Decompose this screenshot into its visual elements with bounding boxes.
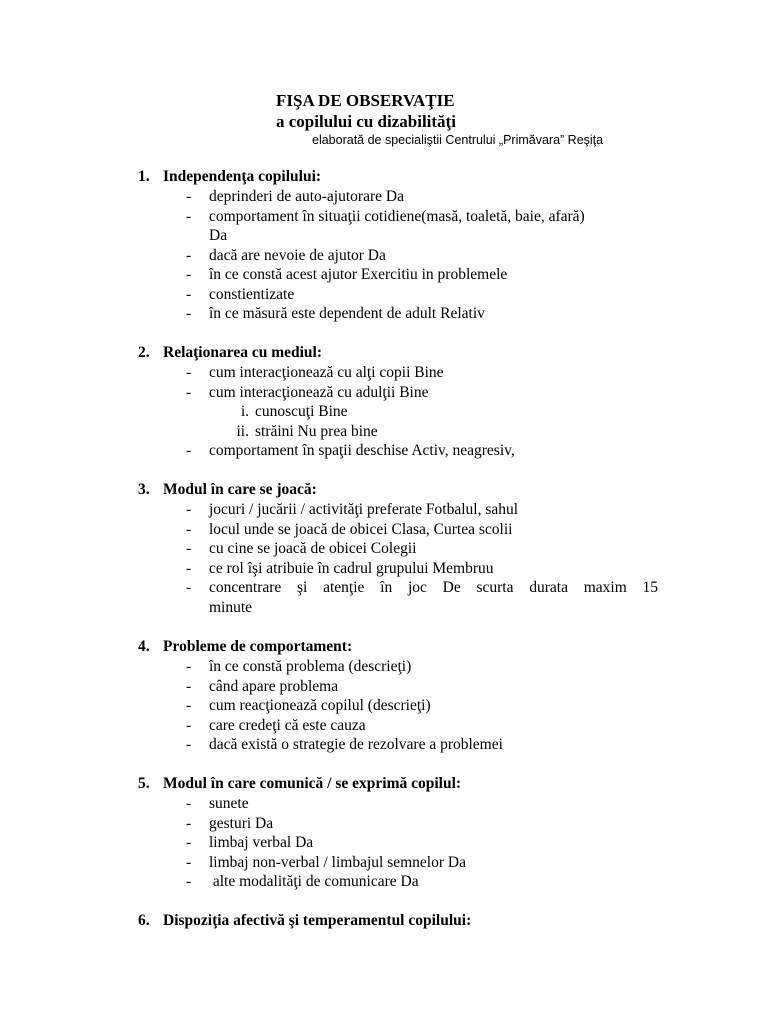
list-item-continuation <box>138 226 658 246</box>
section-title: Relaţionarea cu mediul: <box>163 344 323 361</box>
section-independence <box>138 167 658 324</box>
item-text: în ce constă problema (descrieţi) <box>209 658 412 675</box>
list-item <box>138 500 658 520</box>
roman-numeral: ii. <box>236 422 249 440</box>
item-text: ce rol îşi atribuie în cadrul grupului Membruu <box>209 559 494 577</box>
list-item <box>138 441 658 461</box>
item-text: minute <box>209 598 253 616</box>
section-title: Modul în care se joacă: <box>163 481 317 498</box>
bullet-dash: - <box>186 305 192 322</box>
roman-numeral: i. <box>240 403 249 420</box>
item-text: jocuri / jucării / activităţi preferate Fotbalul, sahul <box>209 501 519 518</box>
list-item <box>138 735 658 755</box>
bullet-dash: - <box>186 266 192 283</box>
item-text: când apare problema <box>209 677 339 695</box>
bullet-dash: - <box>186 364 192 381</box>
item-text: alte modalităţi de comunicare Da <box>209 873 419 890</box>
section-heading <box>138 637 658 657</box>
bullet-dash: - <box>186 853 192 871</box>
item-text: care credeţi că este cauza <box>209 716 366 734</box>
list-item <box>138 363 658 383</box>
section-number: 3. <box>138 481 150 498</box>
item-text: comportament în situaţii cotidiene(masă, toaletă, baie, afară) <box>209 207 585 225</box>
list-item <box>138 246 658 266</box>
list-item <box>138 657 658 677</box>
bullet-dash: - <box>186 834 192 851</box>
list-item <box>138 716 658 736</box>
section-heading <box>138 343 658 363</box>
bullet-dash: - <box>186 207 192 225</box>
section-number: 2. <box>138 344 150 361</box>
bullet-dash: - <box>186 736 192 753</box>
list-item <box>138 187 658 207</box>
section-heading <box>138 774 658 794</box>
bullet-dash: - <box>186 246 192 264</box>
section-number: 1. <box>138 168 150 185</box>
list-item-continuation <box>138 598 658 618</box>
item-text: comportament în spaţii deschise Activ, neagresiv, <box>209 442 515 459</box>
bullet-dash: - <box>186 285 192 303</box>
bullet-dash: - <box>186 873 192 890</box>
item-text: concentrare şi atenţie în joc De scurta durata maxim 15 <box>209 579 658 596</box>
item-text: limbaj verbal Da <box>209 834 314 851</box>
item-text: dacă există o strategie de rezolvare a problemei <box>209 736 503 753</box>
bullet-dash: - <box>186 697 192 714</box>
section-title: Independenţa copilului: <box>163 168 322 185</box>
bullet-dash: - <box>186 579 192 596</box>
document-title: FIŞA DE OBSERVAŢIE <box>276 91 455 110</box>
list-item <box>138 539 658 559</box>
list-item <box>138 696 658 716</box>
list-item <box>138 677 658 697</box>
item-text: sunete <box>209 795 249 812</box>
item-text: dacă are nevoie de ajutor Da <box>209 246 386 264</box>
section-communication <box>138 774 658 892</box>
section-title: Modul în care comunică / se exprimă copilul: <box>163 775 462 792</box>
section-relationships <box>138 343 658 461</box>
bullet-dash: - <box>186 814 192 832</box>
section-number: 6. <box>138 912 150 929</box>
section-play <box>138 480 658 617</box>
item-text: cu cine se joacă de obicei Colegii <box>209 540 417 557</box>
list-item <box>138 265 658 285</box>
document-subtitle: a copilului cu dizabilităţi <box>276 112 456 131</box>
list-item <box>138 814 658 834</box>
item-text: în ce constă acest ajutor Exercitiu in problemele <box>209 266 508 283</box>
bullet-dash: - <box>186 559 192 577</box>
bullet-dash: - <box>186 716 192 734</box>
bullet-dash: - <box>186 501 192 518</box>
section-temperament <box>138 911 658 931</box>
item-text: cum interacţionează cu alţi copii Bine <box>209 364 444 381</box>
bullet-dash: - <box>186 383 192 401</box>
section-number: 5. <box>138 775 150 792</box>
item-text: deprinderi de auto-ajutorare Da <box>209 188 404 205</box>
sub-list-item <box>138 422 658 442</box>
list-item <box>138 207 658 227</box>
item-text: gesturi Da <box>209 814 274 832</box>
item-text: constientizate <box>209 285 295 303</box>
list-item <box>138 520 658 540</box>
section-behavior <box>138 637 658 755</box>
sub-list-item <box>138 402 658 422</box>
section-title: Probleme de comportament: <box>163 638 353 655</box>
item-text: limbaj non-verbal / limbajul semnelor Da <box>209 853 466 871</box>
bullet-dash: - <box>186 188 192 205</box>
item-text: Da <box>209 227 228 244</box>
list-item <box>138 853 658 873</box>
list-item <box>138 559 658 579</box>
item-text: în ce măsură este dependent de adult Relativ <box>209 305 485 322</box>
item-text: cum reacţionează copilul (descrieţi) <box>209 697 431 714</box>
list-item <box>138 285 658 305</box>
list-item <box>138 578 658 598</box>
sub-item-text: cunoscuţi Bine <box>255 403 348 420</box>
list-item <box>138 383 658 403</box>
bullet-dash: - <box>186 795 192 812</box>
section-heading <box>138 480 658 500</box>
bullet-dash: - <box>186 540 192 557</box>
sub-item-text: străini Nu prea bine <box>255 422 378 440</box>
section-number: 4. <box>138 638 150 655</box>
bullet-dash: - <box>186 677 192 695</box>
bullet-dash: - <box>186 658 192 675</box>
item-text: locul unde se joacă de obicei Clasa, Curtea scolii <box>209 520 513 538</box>
list-item <box>138 833 658 853</box>
list-item <box>138 794 658 814</box>
bullet-dash: - <box>186 520 192 538</box>
item-text: cum interacţionează cu adulţii Bine <box>209 383 429 401</box>
section-title: Dispoziţia afectivă şi temperamentul copilului: <box>163 912 472 929</box>
list-item <box>138 872 658 892</box>
section-heading <box>138 911 658 931</box>
list-item <box>138 304 658 324</box>
bullet-dash: - <box>186 442 192 459</box>
section-heading <box>138 167 658 187</box>
document-byline: elaborată de specialiştii Centrului „Primăvara” Reşiţa <box>312 133 604 147</box>
